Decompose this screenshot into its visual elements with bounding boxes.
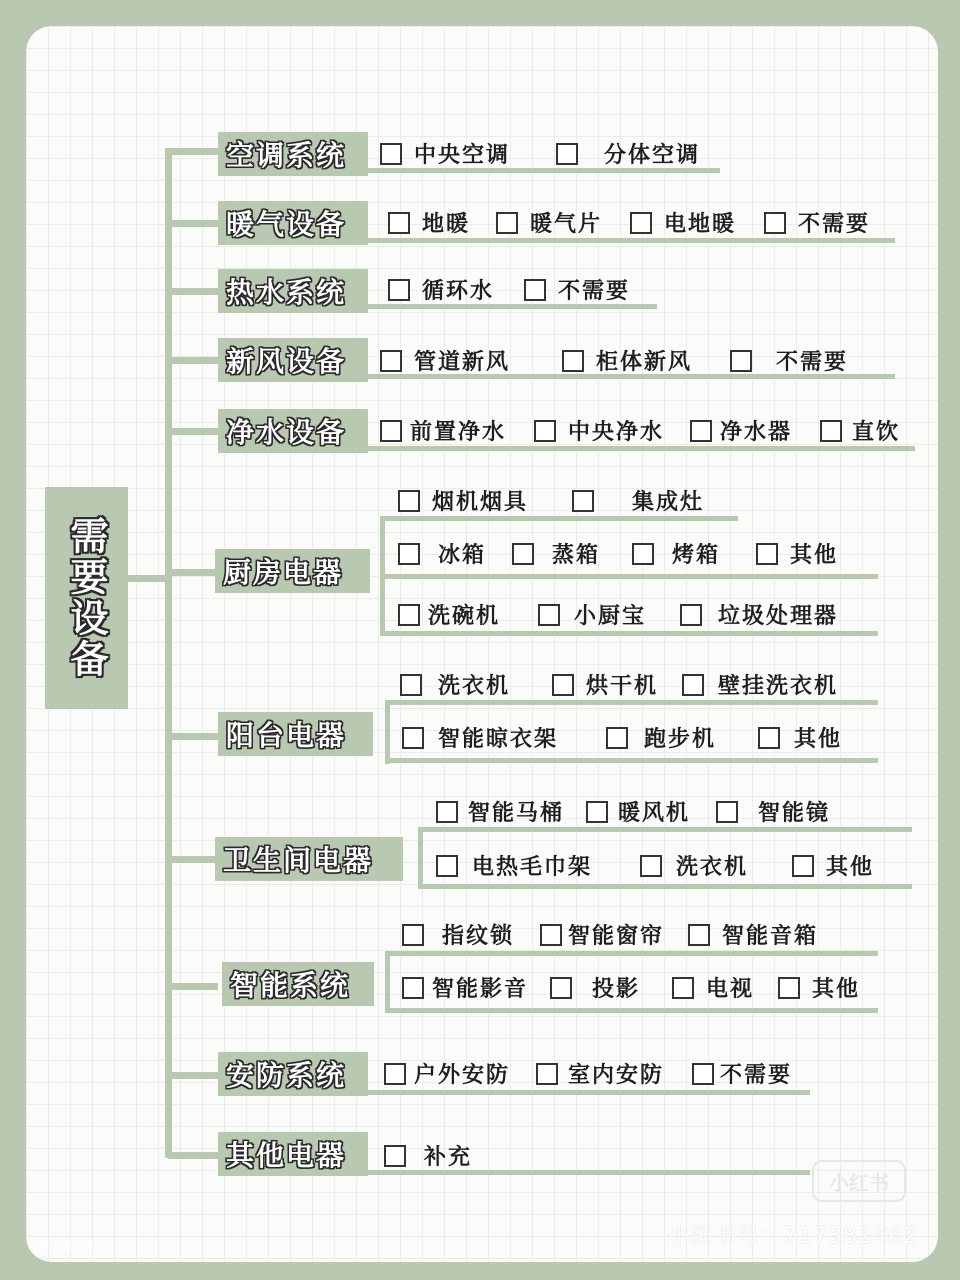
bracket-smart-h1 (385, 951, 878, 956)
option-label: 智能窗帘 (568, 924, 665, 949)
option-label: 直饮 (852, 420, 901, 445)
option-checkbox[interactable] (384, 1058, 510, 1089)
option-checkbox[interactable] (778, 972, 860, 1003)
option-label: 室内安防 (568, 1063, 665, 1088)
option-checkbox[interactable] (792, 850, 874, 881)
option-label: 净水器 (720, 420, 793, 445)
root-label: 需要设备 (64, 516, 108, 680)
option-label: 暖气片 (530, 212, 603, 237)
checkbox-box[interactable] (764, 212, 786, 234)
branch-ac (168, 148, 218, 155)
checkbox-box[interactable] (716, 801, 738, 823)
option-checkbox[interactable] (380, 345, 510, 376)
category-bathroom: 卫生间电器 (215, 837, 403, 881)
option-label: 前置净水 (410, 420, 507, 445)
option-label: 垃圾处理器 (718, 604, 839, 629)
option-checkbox[interactable] (690, 415, 792, 446)
branch-air (168, 357, 218, 364)
category-balcony: 阳台电器 (218, 712, 373, 756)
option-checkbox[interactable] (540, 919, 664, 950)
option-checkbox[interactable] (388, 274, 494, 305)
option-checkbox[interactable] (632, 538, 720, 569)
option-checkbox[interactable] (388, 207, 470, 238)
branch-heat (168, 220, 218, 227)
checkbox-box[interactable] (496, 212, 518, 234)
option-checkbox[interactable] (556, 138, 700, 169)
option-checkbox[interactable] (764, 207, 870, 238)
option-label: 补充 (424, 1145, 473, 1170)
option-checkbox[interactable] (730, 345, 848, 376)
checkbox-box[interactable] (692, 1063, 714, 1085)
option-checkbox[interactable] (402, 722, 558, 753)
checkbox-box[interactable] (540, 924, 562, 946)
category-water-purify: 净水设备 (218, 409, 368, 453)
checkbox-box[interactable] (436, 855, 458, 877)
checkbox-box[interactable] (562, 350, 584, 372)
option-label: 柜体新风 (596, 350, 693, 375)
checkbox-box[interactable] (384, 1145, 406, 1167)
option-label: 智能马桶 (468, 801, 565, 826)
option-label: 其他 (794, 727, 843, 752)
option-checkbox[interactable] (552, 669, 658, 700)
option-label: 蒸箱 (552, 543, 601, 568)
category-smart: 智能系统 (222, 962, 374, 1006)
checkbox-box[interactable] (398, 604, 420, 626)
option-checkbox[interactable] (688, 919, 818, 950)
option-label: 集成灶 (632, 490, 705, 515)
checkbox-box[interactable] (672, 977, 694, 999)
option-label: 其他 (790, 543, 839, 568)
option-checkbox[interactable] (672, 972, 754, 1003)
checkbox-box[interactable] (436, 801, 458, 823)
option-checkbox[interactable] (606, 722, 716, 753)
checkbox-box[interactable] (586, 801, 608, 823)
option-checkbox[interactable] (820, 415, 900, 446)
option-checkbox[interactable] (562, 345, 692, 376)
checkbox-box[interactable] (402, 977, 424, 999)
bracket-smart-vertical (385, 953, 390, 1013)
option-checkbox[interactable] (572, 485, 704, 516)
option-label: 智能镜 (758, 801, 831, 826)
option-checkbox[interactable] (758, 722, 842, 753)
option-checkbox[interactable] (384, 1140, 472, 1171)
branch-security (168, 1072, 218, 1079)
option-checkbox[interactable] (586, 796, 690, 827)
checkbox-box[interactable] (682, 674, 704, 696)
checkbox-box[interactable] (572, 490, 594, 512)
option-label: 其他 (826, 855, 875, 880)
branch-smart (168, 983, 218, 990)
option-label: 壁挂洗衣机 (718, 674, 839, 699)
option-checkbox[interactable] (716, 796, 830, 827)
root-node (45, 487, 128, 709)
option-checkbox[interactable] (524, 274, 630, 305)
option-label: 循环水 (422, 279, 495, 304)
option-label: 指纹锁 (442, 924, 515, 949)
option-label: 小厨宝 (574, 604, 647, 629)
option-label: 洗衣机 (438, 674, 511, 699)
category-fresh-air: 新风设备 (218, 338, 368, 382)
option-checkbox[interactable] (436, 796, 564, 827)
bracket-balcony-h1 (385, 700, 878, 705)
checkbox-box[interactable] (402, 727, 424, 749)
option-label: 冰箱 (438, 543, 487, 568)
option-checkbox[interactable] (538, 599, 646, 630)
option-label: 烟机烟具 (432, 490, 529, 515)
checkbox-box[interactable] (524, 279, 546, 301)
option-label: 智能晾衣架 (438, 727, 559, 752)
option-checkbox[interactable] (756, 538, 838, 569)
option-checkbox[interactable] (680, 599, 838, 630)
branch-other (168, 1152, 218, 1159)
checkbox-box[interactable] (400, 674, 422, 696)
underline-heat (365, 238, 895, 243)
option-label: 分体空调 (604, 143, 701, 168)
category-ac: 空调系统 (218, 132, 368, 176)
option-label: 不需要 (776, 350, 849, 375)
option-label: 烘干机 (586, 674, 659, 699)
option-label: 不需要 (798, 212, 871, 237)
underline-purify (365, 446, 915, 451)
checkbox-box[interactable] (388, 279, 410, 301)
checkbox-box[interactable] (536, 1063, 558, 1085)
checkbox-box[interactable] (792, 855, 814, 877)
bracket-balcony-vertical (385, 702, 390, 764)
checkbox-box[interactable] (730, 350, 752, 372)
option-label: 跑步机 (644, 727, 717, 752)
option-checkbox[interactable] (402, 972, 528, 1003)
branch-purify (168, 428, 218, 435)
bracket-bath-h2 (418, 884, 912, 889)
option-checkbox[interactable] (512, 538, 600, 569)
option-checkbox[interactable] (692, 1058, 792, 1089)
option-label: 暖风机 (618, 801, 691, 826)
bracket-bath-vertical (418, 829, 423, 889)
option-label: 烤箱 (672, 543, 721, 568)
option-checkbox[interactable] (380, 138, 510, 169)
option-checkbox[interactable] (550, 972, 640, 1003)
option-checkbox[interactable] (534, 415, 664, 446)
option-label: 洗衣机 (676, 855, 749, 880)
checkbox-box[interactable] (384, 1063, 406, 1085)
option-label: 不需要 (720, 1063, 793, 1088)
checkbox-box[interactable] (380, 350, 402, 372)
checkbox-box[interactable] (640, 855, 662, 877)
bracket-kitchen-h3 (380, 631, 878, 636)
option-label: 电地暖 (664, 212, 737, 237)
option-label: 中央空调 (414, 143, 511, 168)
bracket-balcony-h2 (385, 758, 878, 763)
checkbox-box[interactable] (398, 490, 420, 512)
option-label: 洗碗机 (428, 604, 501, 629)
checkbox-box[interactable] (606, 727, 628, 749)
bracket-kitchen-h2 (380, 574, 878, 579)
option-checkbox[interactable] (402, 919, 514, 950)
checkbox-box[interactable] (550, 977, 572, 999)
branch-water (168, 288, 218, 295)
option-checkbox[interactable] (630, 207, 736, 238)
branch-kitchen (168, 569, 218, 576)
option-checkbox[interactable] (536, 1058, 664, 1089)
option-checkbox[interactable] (682, 669, 838, 700)
checkbox-box[interactable] (402, 924, 424, 946)
checkbox-box[interactable] (778, 977, 800, 999)
watermark-id: 小红书号：717382462 (668, 1224, 918, 1249)
option-label: 户外安防 (414, 1063, 511, 1088)
category-other: 其他电器 (218, 1132, 368, 1176)
underline-security (365, 1090, 810, 1095)
checkbox-box[interactable] (820, 420, 842, 442)
option-label: 不需要 (558, 279, 631, 304)
root-connector (128, 575, 168, 582)
option-checkbox[interactable] (398, 599, 500, 630)
option-label: 电热毛巾架 (472, 855, 593, 880)
watermark-author: @爱上家装设计 (28, 1240, 105, 1253)
option-label: 电视 (706, 977, 755, 1002)
watermark-logo: 小红书 (812, 1160, 906, 1202)
option-label: 其他 (812, 977, 861, 1002)
checkbox-box[interactable] (680, 604, 702, 626)
bracket-bath-h1 (418, 827, 912, 832)
option-checkbox[interactable] (640, 850, 748, 881)
option-label: 投影 (592, 977, 641, 1002)
checkbox-box[interactable] (688, 924, 710, 946)
bracket-kitchen-h1 (380, 516, 738, 521)
checkbox-box[interactable] (534, 420, 556, 442)
option-checkbox[interactable] (400, 669, 510, 700)
checkbox-box[interactable] (632, 543, 654, 565)
option-label: 管道新风 (414, 350, 511, 375)
category-kitchen: 厨房电器 (215, 549, 370, 593)
checkbox-box[interactable] (538, 604, 560, 626)
category-heating: 暖气设备 (218, 201, 368, 245)
branch-balcony (168, 733, 218, 740)
option-label: 中央净水 (568, 420, 665, 445)
checkbox-box[interactable] (512, 543, 534, 565)
checkbox-box[interactable] (388, 212, 410, 234)
option-label: 智能影音 (432, 977, 529, 1002)
option-label: 智能音箱 (722, 924, 819, 949)
option-checkbox[interactable] (398, 538, 486, 569)
option-checkbox[interactable] (380, 415, 506, 446)
option-checkbox[interactable] (436, 850, 592, 881)
checkbox-box[interactable] (556, 143, 578, 165)
checkbox-box[interactable] (758, 727, 780, 749)
checkbox-box[interactable] (398, 543, 420, 565)
category-hot-water: 热水系统 (218, 269, 368, 313)
checkbox-box[interactable] (756, 543, 778, 565)
option-checkbox[interactable] (398, 485, 528, 516)
branch-bath (168, 856, 218, 863)
checkbox-box[interactable] (690, 420, 712, 442)
checkbox-box[interactable] (552, 674, 574, 696)
checkbox-box[interactable] (380, 420, 402, 442)
bracket-smart-h2 (385, 1008, 878, 1013)
trunk-line (165, 148, 172, 1158)
option-label: 地暖 (422, 212, 471, 237)
checkbox-box[interactable] (380, 143, 402, 165)
category-security: 安防系统 (218, 1052, 368, 1096)
checkbox-box[interactable] (630, 212, 652, 234)
option-checkbox[interactable] (496, 207, 602, 238)
